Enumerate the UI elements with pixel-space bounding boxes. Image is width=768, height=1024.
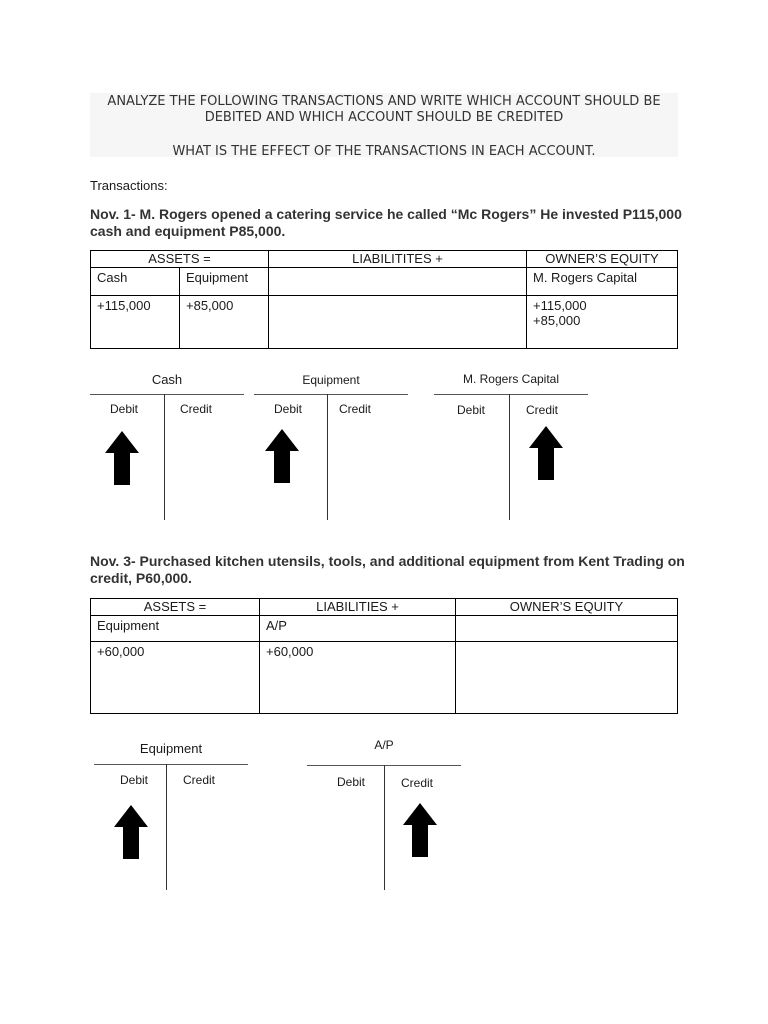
- credit-label: Credit: [339, 402, 372, 416]
- equity-column-header: [456, 616, 678, 642]
- capital-column-header: M. Rogers Capital: [527, 268, 678, 296]
- assets-header: ASSETS =: [91, 251, 269, 268]
- t-account-title: Equipment: [302, 373, 360, 387]
- transaction-2-equation-table: [90, 598, 678, 714]
- ap-column-header: A/P: [260, 616, 456, 642]
- cash-value: +115,000: [91, 296, 180, 349]
- transaction-2-line-2: credit, P60,000.: [90, 570, 192, 586]
- equipment-value: +60,000: [91, 642, 260, 714]
- liabilities-header: LIABILITITES +: [269, 251, 527, 268]
- t-account-divider: [509, 394, 510, 520]
- transaction-1-line-1: Nov. 1- M. Rogers opened a catering service he called “Mc Rogers” He invested P115,000: [90, 206, 682, 222]
- capital-value-2: +85,000: [533, 313, 581, 328]
- transaction-1-equation-table: [90, 250, 678, 349]
- t-account-top-line: [434, 394, 588, 395]
- debit-increase-arrow-icon: [105, 431, 139, 485]
- cash-column-header: Cash: [91, 268, 180, 296]
- t-account-divider: [384, 765, 385, 890]
- equity-value: [456, 642, 678, 714]
- equipment-column-header: Equipment: [180, 268, 269, 296]
- t-account-top-line: [254, 394, 408, 395]
- debit-label: Debit: [274, 402, 303, 416]
- t-account-divider: [164, 394, 165, 520]
- t-account-title: M. Rogers Capital: [462, 372, 560, 386]
- debit-increase-arrow-icon: [265, 429, 299, 483]
- capital-value-1: +115,000: [533, 298, 587, 313]
- instruction-line-1: ANALYZE THE FOLLOWING TRANSACTIONS AND WRITE WHICH ACCOUNT SHOULD BE: [107, 94, 661, 109]
- ap-value: +60,000: [260, 642, 456, 714]
- equipment-value: +85,000: [180, 296, 269, 349]
- instruction-line-2: DEBITED AND WHICH ACCOUNT SHOULD BE CREDITED: [204, 110, 564, 125]
- transactions-label: Transactions:: [90, 178, 168, 193]
- t-account-title: Cash: [151, 372, 183, 387]
- liabilities-header: LIABILITIES +: [260, 599, 456, 616]
- credit-label: Credit: [401, 776, 434, 790]
- capital-values: [527, 296, 678, 349]
- owners-equity-header: OWNER’S EQUITY: [456, 599, 678, 616]
- assets-header: ASSETS =: [91, 599, 260, 616]
- credit-label: Credit: [183, 773, 216, 787]
- credit-increase-arrow-icon: [403, 803, 437, 857]
- t-account-divider: [327, 394, 328, 520]
- t-account-top-line: [90, 394, 244, 395]
- liabilities-column-header: [269, 268, 527, 296]
- equipment-column-header: Equipment: [91, 616, 260, 642]
- instruction-line-3: WHAT IS THE EFFECT OF THE TRANSACTIONS IN EACH ACCOUNT.: [172, 144, 596, 159]
- t-account-title: A/P: [374, 738, 394, 752]
- transaction-1-line-2: cash and equipment P85,000.: [90, 223, 286, 239]
- liabilities-value: [269, 296, 527, 349]
- credit-increase-arrow-icon: [529, 426, 563, 480]
- t-account-title: Equipment: [139, 741, 203, 756]
- debit-label: Debit: [457, 403, 486, 417]
- debit-increase-arrow-icon: [114, 805, 148, 859]
- credit-label: Credit: [180, 402, 213, 416]
- transaction-1-text: [90, 206, 682, 240]
- instructions-box: [90, 93, 678, 157]
- debit-label: Debit: [337, 775, 366, 789]
- transaction-2-text: [90, 553, 685, 587]
- credit-label: Credit: [526, 403, 559, 417]
- transaction-2-line-1: Nov. 3- Purchased kitchen utensils, tools, and additional equipment from Kent Trading on: [90, 553, 685, 569]
- debit-label: Debit: [110, 402, 139, 416]
- t-account-divider: [166, 764, 167, 890]
- owners-equity-header: OWNER’S EQUITY: [527, 251, 678, 268]
- debit-label: Debit: [120, 773, 149, 787]
- t-account-top-line: [94, 764, 248, 765]
